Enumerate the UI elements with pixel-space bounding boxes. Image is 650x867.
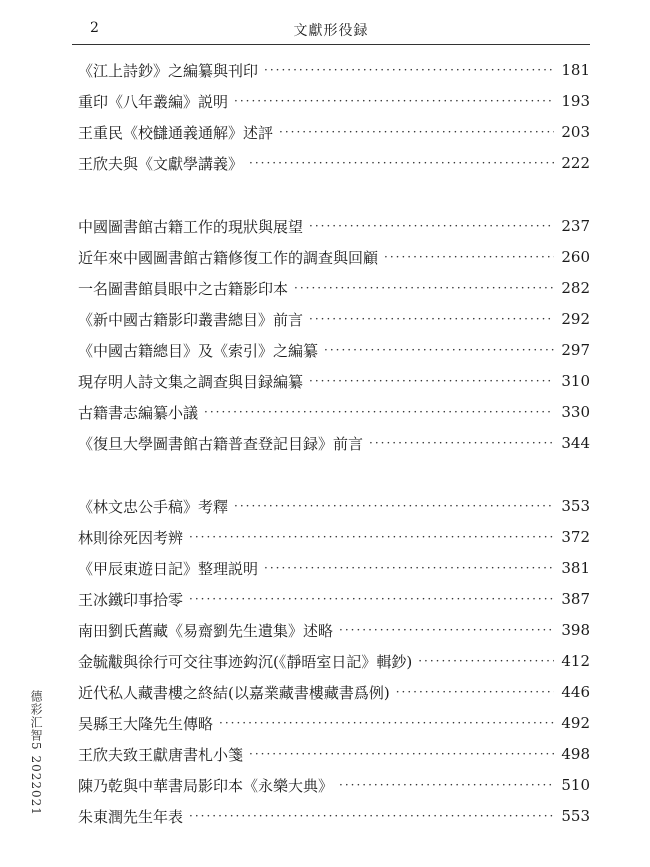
leader-dots <box>384 250 554 264</box>
leader-dots <box>234 499 554 513</box>
leader-dots <box>249 156 554 170</box>
toc-entry-page: 381 <box>561 559 590 577</box>
toc-entry-title: 《林文忠公手稿》考釋 <box>78 497 229 516</box>
toc-entry <box>78 494 590 518</box>
toc-entry-title: 王冰鐵印事拾零 <box>78 590 184 609</box>
toc-entry-title: 林則徐死因考辨 <box>78 528 184 547</box>
toc-entry <box>78 307 590 331</box>
toc-entry-page: 372 <box>561 528 590 546</box>
toc-entry <box>78 618 590 642</box>
toc-entry-title: 《復旦大學圖書館古籍普查登記目録》前言 <box>78 434 364 453</box>
toc-entry <box>78 711 590 735</box>
toc-entry <box>78 338 590 362</box>
toc-entry <box>78 525 590 549</box>
toc-entry-title: 一名圖書館員眼中之古籍影印本 <box>78 279 289 298</box>
toc-entry-title: 近代私人藏書樓之終結(以嘉業藏書樓藏書爲例) <box>78 683 390 702</box>
toc-entry <box>78 773 590 797</box>
leader-dots <box>219 716 554 730</box>
toc-entry <box>78 214 590 238</box>
toc-entry <box>78 245 590 269</box>
toc-entry-title: 《中國古籍總目》及《索引》之編纂 <box>78 341 319 360</box>
toc-entry-page: 330 <box>561 403 590 421</box>
toc-entry-page: 446 <box>561 683 590 701</box>
leader-dots <box>249 747 554 761</box>
toc-entry-page: 292 <box>561 310 590 328</box>
leader-dots <box>279 125 554 139</box>
toc-entry <box>78 58 590 82</box>
toc-entry <box>78 742 590 766</box>
leader-dots <box>264 561 554 575</box>
toc-entry-page: 310 <box>561 372 590 390</box>
toc-entry-title: 重印《八年叢編》説明 <box>78 92 229 111</box>
toc-entry-title: 近年來中國圖書館古籍修復工作的調查與回顧 <box>78 248 379 267</box>
leader-dots <box>309 219 554 233</box>
leader-dots <box>418 654 554 668</box>
toc-entry <box>78 89 590 113</box>
leader-dots <box>189 592 554 606</box>
toc-entry-page: 498 <box>561 745 590 763</box>
toc-entry-title: 南田劉氏舊藏《易齋劉先生遺集》述略 <box>78 621 334 640</box>
toc-entry-title: 古籍書志編纂小議 <box>78 403 199 422</box>
leader-dots <box>294 281 554 295</box>
side-watermark-note: 德彩汇智5 2022021 <box>29 690 43 816</box>
toc-entry <box>78 276 590 300</box>
toc-entry-page: 510 <box>561 776 590 794</box>
toc-entry <box>78 587 590 611</box>
toc-entry-title: 王重民《校讎通義通解》述評 <box>78 123 274 142</box>
toc-entry <box>78 120 590 144</box>
toc-entry <box>78 400 590 424</box>
toc-entry <box>78 556 590 580</box>
leader-dots <box>309 312 554 326</box>
toc-entry-title: 《甲辰東遊日記》整理説明 <box>78 559 259 578</box>
toc-entry <box>78 369 590 393</box>
toc-entry-page: 222 <box>561 154 590 172</box>
toc-entry <box>78 649 590 673</box>
toc-entry-title: 吴縣王大隆先生傳略 <box>78 714 214 733</box>
toc-entry-page: 492 <box>561 714 590 732</box>
toc-entry-title: 王欣夫與《文獻學講義》 <box>78 154 244 173</box>
leader-dots <box>309 374 554 388</box>
leader-dots <box>339 778 554 792</box>
leader-dots <box>264 63 554 77</box>
book-title: 文獻形役録 <box>293 23 369 39</box>
toc-entry-page: 260 <box>561 248 590 266</box>
toc-entry-title: 《江上詩鈔》之編纂與刊印 <box>78 61 259 80</box>
toc-entry <box>78 431 590 455</box>
toc-entry-page: 237 <box>561 217 590 235</box>
leader-dots <box>339 623 554 637</box>
toc-entry-page: 412 <box>561 652 590 670</box>
toc-entry-title: 王欣夫致王獻唐書札小箋 <box>78 745 244 764</box>
leader-dots <box>189 809 554 823</box>
toc-entry-page: 353 <box>561 497 590 515</box>
page-number: 2 <box>90 20 99 36</box>
toc-entry-title: 陳乃乾與中華書局影印本《永樂大典》 <box>78 776 334 795</box>
toc-entry-title: 金毓黻與徐行可交往事迹鈎沉(《靜晤室日記》輯鈔) <box>78 652 413 671</box>
toc-entry-page: 282 <box>561 279 590 297</box>
leader-dots <box>369 436 554 450</box>
leader-dots <box>204 405 554 419</box>
toc-entry <box>78 804 590 828</box>
running-header <box>72 14 590 45</box>
toc-entry-page: 344 <box>561 434 590 452</box>
leader-dots <box>324 343 554 357</box>
toc-entry-page: 553 <box>561 807 590 825</box>
toc-entry <box>78 680 590 704</box>
toc-entry-page: 398 <box>561 621 590 639</box>
toc-entry-title: 現存明人詩文集之調查與目録編纂 <box>78 372 304 391</box>
toc-entry-title: 中國圖書館古籍工作的現狀與展望 <box>78 217 304 236</box>
toc-entry-title: 朱東潤先生年表 <box>78 807 184 826</box>
toc-entry-page: 297 <box>561 341 590 359</box>
leader-dots <box>234 94 554 108</box>
toc-entry-page: 203 <box>561 123 590 141</box>
toc-entry-page: 193 <box>561 92 590 110</box>
leader-dots <box>189 530 554 544</box>
leader-dots <box>396 685 554 699</box>
toc-entry-title: 《新中國古籍影印叢書總目》前言 <box>78 310 304 329</box>
toc-entry-page: 387 <box>561 590 590 608</box>
toc-entry-page: 181 <box>561 61 590 79</box>
toc-entry <box>78 151 590 175</box>
